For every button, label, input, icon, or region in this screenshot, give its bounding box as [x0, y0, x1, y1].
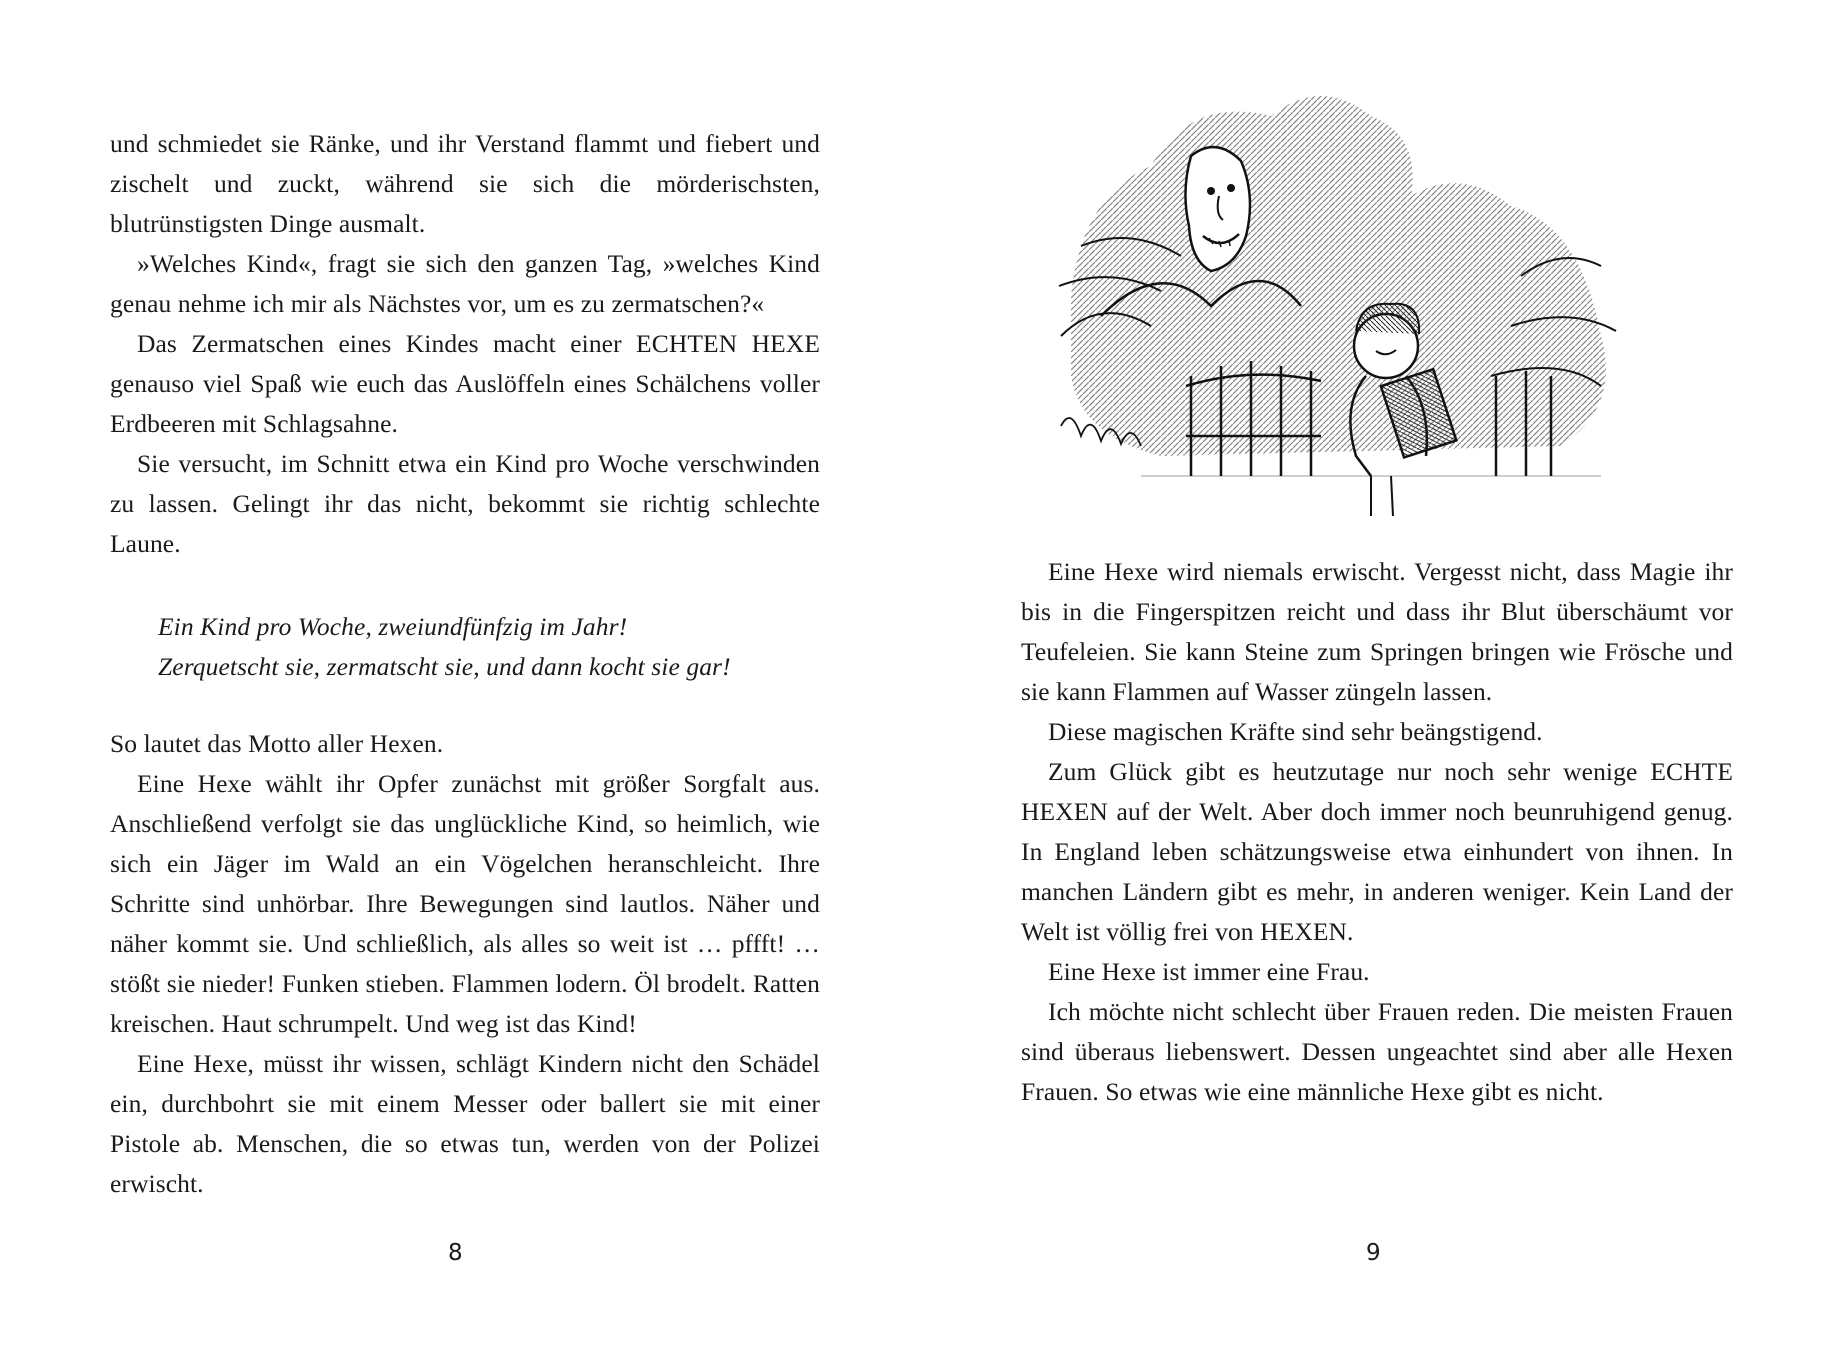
verse-block	[110, 607, 820, 687]
paragraph: »Welches Kind«, fragt sie sich den ganzen Tag, »welches Kind genau nehme ich mir als Nächstes vor, um es zu zermatschen?«	[110, 249, 820, 318]
page-number: 8	[448, 1240, 463, 1266]
verse-line: Zerquetscht sie, zermatscht sie, und dann kocht sie gar!	[158, 652, 731, 681]
paragraph: und schmiedet sie Ränke, und ihr Verstand flammt und fiebert und zischelt und zuckt, während sie sich die mörderischsten, blutrünstigsten Dinge ausmalt.	[110, 129, 820, 238]
paragraph: Eine Hexe ist immer eine Frau.	[1048, 957, 1370, 986]
paragraph: Sie versucht, im Schnitt etwa ein Kind pro Woche verschwinden zu lassen. Gelingt ihr das nicht, bekommt sie richtig schlechte Laune.	[110, 449, 820, 558]
paragraph: Zum Glück gibt es heutzutage nur noch sehr wenige ECHTE HEXEN auf der Welt. Aber doch immer noch beunruhigend genug. In England leben schätzungsweise etwa einhundert von ihnen. In manchen Ländern gibt es mehr, in anderen weniger. Kein Land der Welt ist völlig frei von HEXEN.	[1021, 757, 1733, 946]
paragraph: Eine Hexe, müsst ihr wissen, schlägt Kindern nicht den Schädel ein, durchbohrt sie mit einem Messer oder ballert sie mit einer Pistole ab. Menschen, die so etwas tun, werden von der Polizei erwischt.	[110, 1049, 820, 1198]
paragraph: Das Zermatschen eines Kindes macht einer ECHTEN HEXE genauso viel Spaß wie euch das Auslöffeln eines Schälchens voller Erdbeeren mit Schlagsahne.	[110, 329, 820, 438]
right-text-block	[1021, 552, 1733, 1112]
paragraph: Eine Hexe wird niemals erwischt. Vergesst nicht, dass Magie ihr bis in die Fingerspitzen reicht und dass ihr Blut überschäumt vor Teufeleien. Sie kann Steine zum Springen bringen wie Frösche und sie kann Flammen auf Wasser züngeln lassen.	[1021, 557, 1733, 706]
paragraph: Eine Hexe wählt ihr Opfer zunächst mit größer Sorgfalt aus. Anschließend verfolgt sie das unglückliche Kind, so heimlich, wie sich ein Jäger im Wald an ein Vögelchen heranschleicht. Ihre Schritte sind unhörbar. Ihre Bewegungen sind lautlos. Näher und näher kommt sie. Und schließlich, als alles so weit ist … pffft! … stößt sie nieder! Funken stieben. Flammen lodern. Öl brodelt. Ratten kreischen. Haut schrumpelt. Und weg ist das Kind!	[110, 769, 820, 1038]
right-page	[911, 0, 1822, 1363]
page-number: 9	[1366, 1240, 1381, 1266]
paragraph: So lautet das Motto aller Hexen.	[110, 729, 444, 758]
witch-in-bushes-child-reading-illustration	[1041, 76, 1651, 566]
paragraph: Diese magischen Kräfte sind sehr beängstigend.	[1048, 717, 1543, 746]
left-text-block-2	[110, 724, 820, 1204]
paragraph: Ich möchte nicht schlecht über Frauen reden. Die meisten Frauen sind überaus liebenswert. Dessen ungeachtet sind aber alle Hexen Frauen. So etwas wie eine männliche Hexe gibt es nicht.	[1021, 997, 1733, 1106]
left-text-block	[110, 124, 820, 564]
verse-line: Ein Kind pro Woche, zweiundfünfzig im Jahr!	[158, 612, 628, 641]
